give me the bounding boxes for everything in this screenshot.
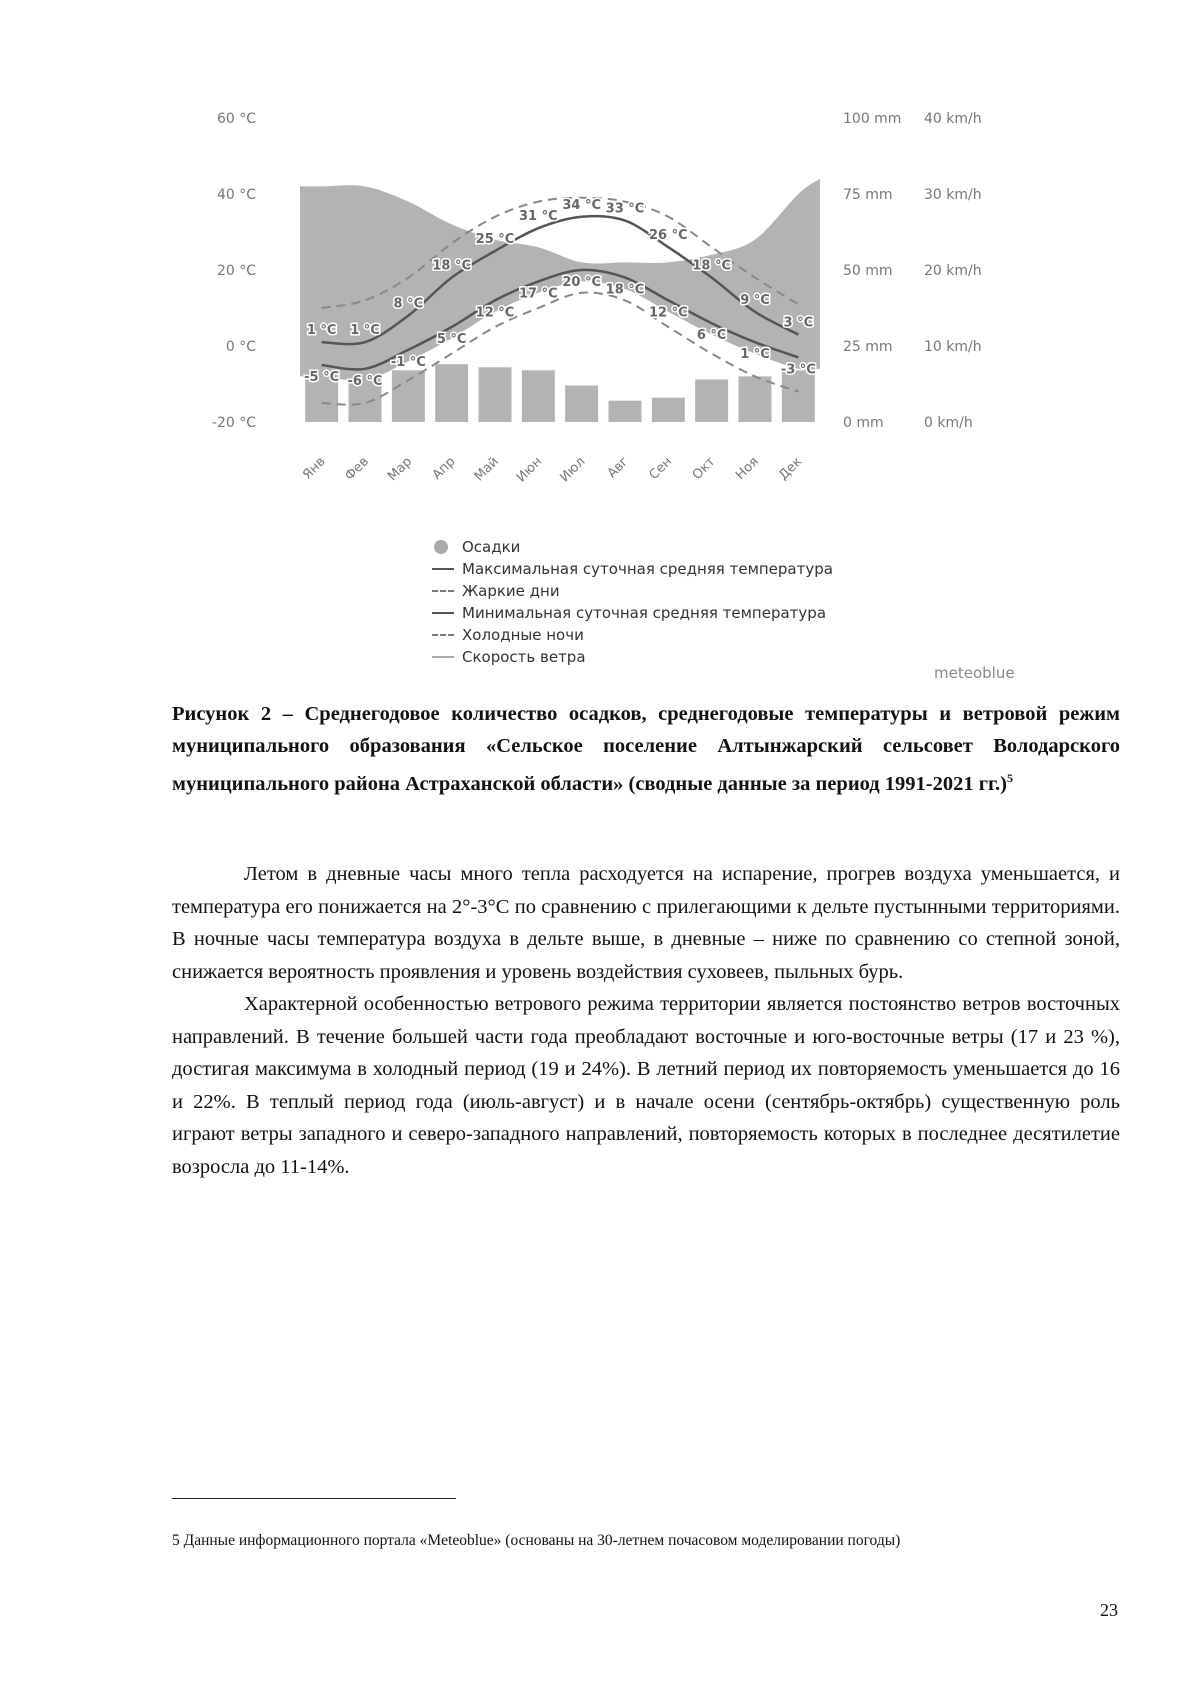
x-tick-label: Апр (429, 454, 459, 483)
min-temp-label: 5 °C (436, 332, 467, 347)
y-tick-label-precip: 75 mm (843, 187, 893, 203)
y-tick-label-precip: 25 mm (843, 339, 893, 355)
min-temp-label: -5 °C (304, 370, 340, 385)
chart-legend (432, 536, 833, 668)
solid-line-icon (432, 612, 454, 614)
min-temp-label: 17 °C (518, 286, 558, 302)
min-temp-label: 1 °C (740, 347, 770, 363)
y-tick-label-temp: 20 °C (216, 263, 256, 279)
precipitation-bar (652, 398, 685, 422)
legend-item-precipitation (432, 536, 833, 558)
y-tick-label-temp: -20 °C (211, 415, 256, 431)
max-temp-label: 25 °C (475, 232, 515, 247)
legend-label: Жаркие дни (462, 582, 560, 600)
dashed-line-icon (432, 634, 454, 636)
precipitation-bar (609, 401, 642, 422)
footnote-divider (172, 1498, 456, 1499)
legend-label: Минимальная суточная средняя температура (462, 604, 827, 622)
y-tick-label-precip: 0 mm (843, 415, 884, 431)
max-temp-label: 8 °C (393, 296, 424, 312)
dashed-line-icon (432, 590, 454, 592)
climate-chart (200, 100, 1080, 520)
body-text (172, 858, 1120, 1183)
max-temp-label: 9 °C (740, 292, 770, 308)
y-tick-label-temp: 40 °C (216, 187, 256, 203)
legend-item-max-temp (432, 558, 833, 580)
y-tick-label-wind: 30 km/h (924, 187, 982, 203)
min-temp-label: 12 °C (648, 305, 688, 321)
legend-label: Скорость ветра (462, 648, 586, 666)
x-tick-label: Июл (557, 454, 589, 486)
x-tick-label: Ноя (733, 454, 762, 483)
max-temp-label: 18 °C (432, 258, 472, 274)
footnote-ref: 5 (1007, 771, 1014, 785)
solid-line-icon (432, 568, 454, 570)
max-temp-label: 3 °C (783, 315, 814, 331)
min-temp-label: -6 °C (347, 373, 383, 389)
wind-line-icon (432, 656, 454, 658)
legend-item-min-temp (432, 602, 833, 624)
precipitation-bar (392, 370, 425, 422)
min-temp-label: 6 °C (696, 328, 727, 344)
footnote: 5 Данные информационного портала «Meteoblue» (основаны на 30-летнем почасовом моделировании погоды) (172, 1532, 901, 1549)
paragraph: Характерной особенностью ветрового режима территории является постоянство ветров восточных направлений. В течение большей части года преобладают восточные и юго-восточные ветры (17 и 23 %), достигая максимума в холодный период (19 и 24%). В летний период их повторяемость уменьшается до 16 и 22%. В теплый период года (июль-август) и в начале осени (сентябрь-октябрь) существенную роль играют ветры западного и северо-западного направлений, повторяемость которых в последнее десятилетие возросла до 11-14%. (172, 993, 1120, 1178)
y-tick-label-wind: 0 km/h (924, 415, 973, 431)
paragraph: Летом в дневные часы много тепла расходуется на испарение, прогрев воздуха уменьшается, и температура его понижается на 2°-3°С по сравнению с прилегающими к дельте пустынными территориями. В ночные часы температура воздуха в дельте выше, в дневные – ниже по сравнению со степной зоной, снижается вероятность проявления и уровень воздействия суховеев, пыльных бурь. (172, 863, 1120, 983)
max-temp-label: 34 °C (562, 197, 602, 213)
precipitation-bar (435, 364, 468, 422)
legend-label: Максимальная суточная средняя температура (462, 560, 833, 578)
min-temp-label: 20 °C (562, 275, 602, 290)
y-tick-label-precip: 50 mm (843, 263, 893, 279)
max-temp-label: 31 °C (518, 209, 558, 225)
legend-item-wind (432, 646, 833, 668)
x-tick-label: Май (471, 454, 502, 485)
y-tick-label-temp: 60 °C (216, 111, 256, 127)
min-temp-label: 12 °C (475, 305, 515, 321)
x-tick-label: Сен (646, 454, 676, 483)
max-temp-label: 18 °C (692, 258, 732, 274)
x-tick-label: Янв (300, 454, 329, 483)
min-temp-label: 18 °C (605, 282, 645, 298)
y-tick-label-temp: 0 °C (225, 339, 256, 355)
meteoblue-watermark: meteoblue (934, 664, 1015, 682)
max-temp-label: 1 °C (306, 323, 337, 339)
y-tick-label-wind: 10 km/h (924, 339, 982, 355)
x-tick-label: Дек (776, 454, 806, 484)
legend-item-cold-nights (432, 624, 833, 646)
x-tick-label: Авг (604, 454, 632, 482)
precipitation-dot-icon (434, 540, 448, 554)
x-tick-label: Фев (342, 454, 372, 484)
min-temp-label: -1 °C (390, 354, 426, 370)
x-tick-label: Окт (689, 454, 719, 483)
max-temp-label: 1 °C (350, 323, 380, 339)
precipitation-bar (565, 386, 598, 422)
max-temp-label: 33 °C (605, 201, 645, 217)
page-number: 23 (1100, 1600, 1118, 1620)
caption-text: Рисунок 2 – Среднегодовое количество осадков, среднегодовые температуры и ветровой режим муниципального образования «Сельское поселение Алтынжарский сельсовет Володарского муниципального района Астраханской области» (сводные данные за период 1991-2021 гг.) (172, 703, 1120, 795)
x-tick-label: Мар (385, 454, 416, 485)
precipitation-bar (695, 379, 728, 422)
legend-item-hot-days (432, 580, 833, 602)
max-temp-label: 26 °C (648, 228, 688, 244)
legend-label: Осадки (462, 538, 521, 556)
y-tick-label-wind: 20 km/h (924, 263, 982, 279)
figure-caption (172, 698, 1120, 800)
precipitation-bar (522, 370, 555, 422)
y-tick-label-precip: 100 mm (843, 111, 902, 127)
legend-label: Холодные ночи (462, 626, 584, 644)
precipitation-bar (479, 367, 512, 422)
precipitation-bar (739, 376, 772, 422)
x-tick-label: Июн (513, 454, 546, 486)
precipitation-bar (782, 370, 815, 422)
min-temp-label: -3 °C (780, 362, 816, 378)
y-tick-label-wind: 40 km/h (924, 111, 982, 127)
